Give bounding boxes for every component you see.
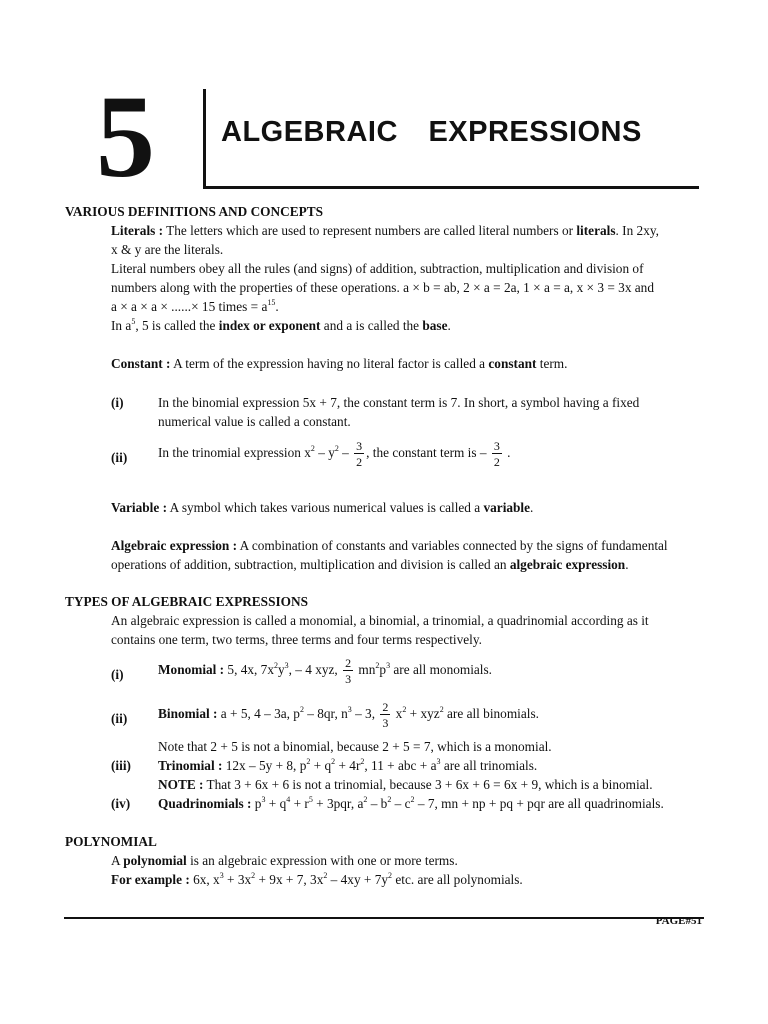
- trinomial-note: NOTE : That 3 + 6x + 6 is not a trinomial, because 3 + 6x + 6 = 6x + 9, which is a binomial.: [158, 777, 653, 792]
- binomial-num: (ii): [111, 711, 128, 726]
- constant-definition: Constant : A term of the expression having no literal factor is called a constant term.: [111, 356, 568, 371]
- types-heading: TYPES OF ALGEBRAIC EXPRESSIONS: [65, 594, 308, 609]
- trinomial-line: Trinomial : 12x – 5y + 8, $p^2 + q^2 + 4r^2$, 11 + abc + $a^3$ are all trinomials.: [158, 757, 538, 773]
- constant-item-i-line-1: In the binomial expression 5x + 7, the constant term is 7. In short, a symbol having a fixed: [158, 395, 640, 410]
- binomial-note: Note that 2 + 5 is not a binomial, because 2 + 5 = 7, which is a monomial.: [158, 739, 552, 754]
- algebraic-expression-line-1: Algebraic expression : A combination of constants and variables connected by the signs of fundamental: [111, 538, 668, 553]
- literals-line-1: Literals : The letters which are used to represent numbers are called literal numbers or literals. In 2xy,: [111, 223, 659, 238]
- literal-rules-line-2: numbers along with the properties of these operations. a × b = ab, 2 × a = 2a, 1 × a = a, x × 3 = 3x and: [111, 280, 654, 295]
- types-line-2: contains one term, two terms, three terms and four terms respectively.: [111, 632, 482, 647]
- fraction: $\frac{3}{2}$: [493, 439, 500, 469]
- quadrinomial-num: (iv): [111, 796, 131, 811]
- polynomial-definition: A polynomial is an algebraic expression with one or more terms.: [111, 853, 458, 868]
- constant-item-ii-line: In the trinomial expression $x^2 - y^2$ – $\frac{3}{2}$ , the constant term is – $\frac{3}{2}$ .: [158, 439, 511, 469]
- definitions-heading: VARIOUS DEFINITIONS AND CONCEPTS: [65, 204, 323, 219]
- literal-rules-line-1: Literal numbers obey all the rules (and signs) of addition, subtraction, multiplication and division of: [111, 261, 644, 276]
- quadrinomial-line: Quadrinomials : $p^3 + q^4 + r^5 + 3pqr$, $a^2 - b^2 - c^2 - 7$, mn + np + pq + pqr are all quadrinomials.: [158, 795, 664, 811]
- trinomial-num: (iii): [111, 758, 131, 773]
- fraction: $\frac{2}{3}$: [345, 656, 352, 686]
- literals-line-2: x & y are the literals.: [111, 242, 224, 257]
- algebraic-expression-line-2: operations of addition, subtraction, multiplication and division is called an algebraic expression.: [111, 557, 629, 572]
- chapter-title: ALGEBRAIC EXPRESSIONS: [221, 116, 642, 148]
- monomial-num: (i): [111, 667, 124, 682]
- variable-definition: Variable : A symbol which takes various numerical values is called a variable.: [111, 500, 534, 515]
- monomial-line: Monomial : 5, 4x, $7x^2y^3$, – 4 xyz, $\frac{2}{3}$ $mn^2p^3$ are all monomials.: [158, 656, 492, 686]
- page-number: PAGE#51: [655, 915, 702, 927]
- constant-item-i-line-2: numerical value is called a constant.: [158, 414, 351, 429]
- constant-item-i-num: (i): [111, 395, 124, 410]
- polynomial-example: For example : 6x, $x^3 + 3x^2 + 9x + 7$, $3x^2 - 4xy + 7y^2$ etc. are all polynomials.: [111, 871, 523, 887]
- binomial-line: Binomial : a + 5, 4 – 3a, $p^2 - 8qr$, $n^3 - 3$, $\frac{2}{3}$ $x^2 + xyz^2$ are all binomials.: [158, 700, 539, 730]
- polynomial-heading: POLYNOMIAL: [65, 834, 157, 849]
- constant-item-ii-num: (ii): [111, 450, 128, 465]
- types-line-1: An algebraic expression is called a monomial, a binomial, a trinomial, a quadrinomial according as it: [111, 613, 649, 628]
- fraction: $\frac{2}{3}$: [382, 700, 389, 730]
- chapter-number: 5: [96, 71, 155, 202]
- literal-rules-line-3: a × a × a × ......× 15 times = $a^{15}$.: [111, 298, 279, 314]
- fraction: $\frac{3}{2}$: [356, 439, 363, 469]
- index-line: In $a^5$, 5 is called the index or exponent and a is called the base.: [111, 317, 451, 333]
- footer-rule: [64, 917, 704, 919]
